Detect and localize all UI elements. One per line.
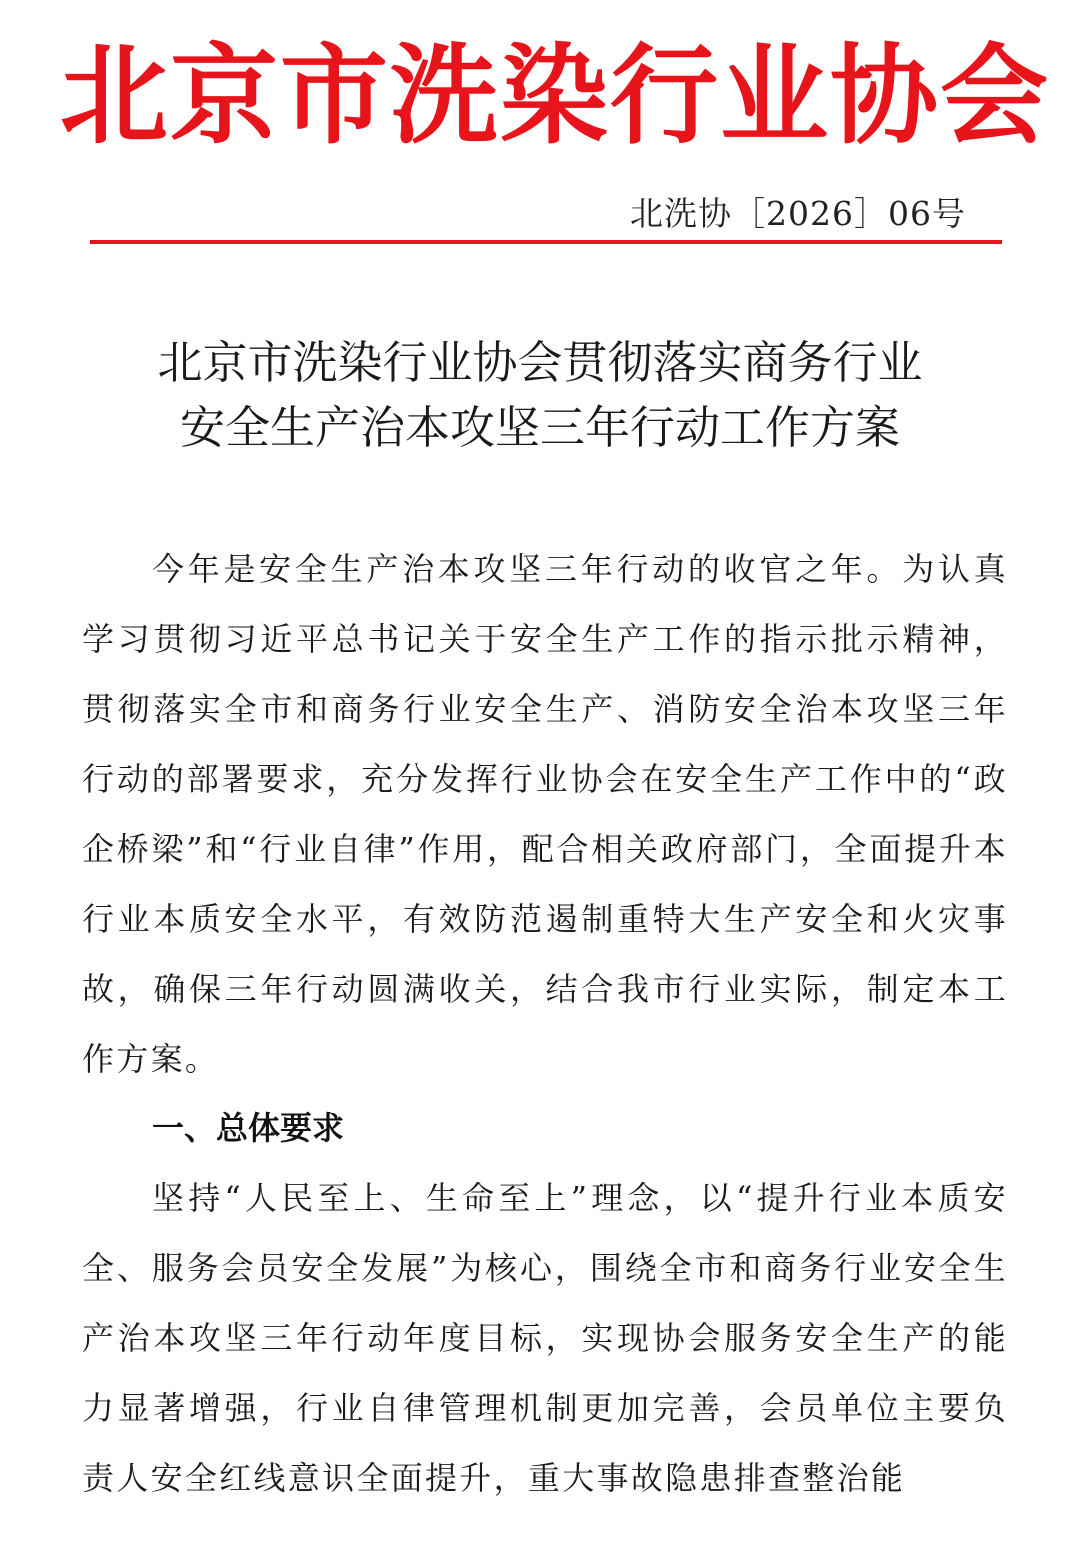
document-title	[60, 330, 1020, 460]
intro-paragraph: 今年是安全生产治本攻坚三年行动的收官之年。为认真学习贯彻习近平总书记关于安全生产工作的指示批示精神，贯彻落实全市和商务行业安全生产、消防安全治本攻坚三年行动的部署要求，充分发挥行业协会在安全生产工作中的“政企桥梁”和“行业自律”作用，配合相关政府部门，全面提升本行业本质安全水平，有效防范遏制重特大生产安全和火灾事故，确保三年行动圆满收关，结合我市行业实际，制定本工作方案。	[82, 550, 1008, 1078]
red-divider-line	[90, 240, 1002, 244]
organization-name-header: 北京市洗染行业协会	[60, 34, 1051, 159]
document-title-line-1: 北京市洗染行业协会贯彻落实商务行业	[157, 336, 923, 389]
general-requirements-paragraph: 坚持“人民至上、生命至上”理念，以“提升行业本质安全、服务会员安全发展”为核心，围绕全市和商务行业安全生产治本攻坚三年行动年度目标，实现协会服务安全生产的能力显著增强，行业自律管理机制更加完善，会员单位主要负责人安全红线意识全面提升，重大事故隐患排查整治能	[82, 1179, 1008, 1497]
document-number: 北洗协［2026］06号	[630, 194, 966, 233]
section-heading-general-requirements: 一、总体要求	[152, 1109, 345, 1147]
document-title-line-2: 安全生产治本攻坚三年行动工作方案	[179, 401, 900, 454]
